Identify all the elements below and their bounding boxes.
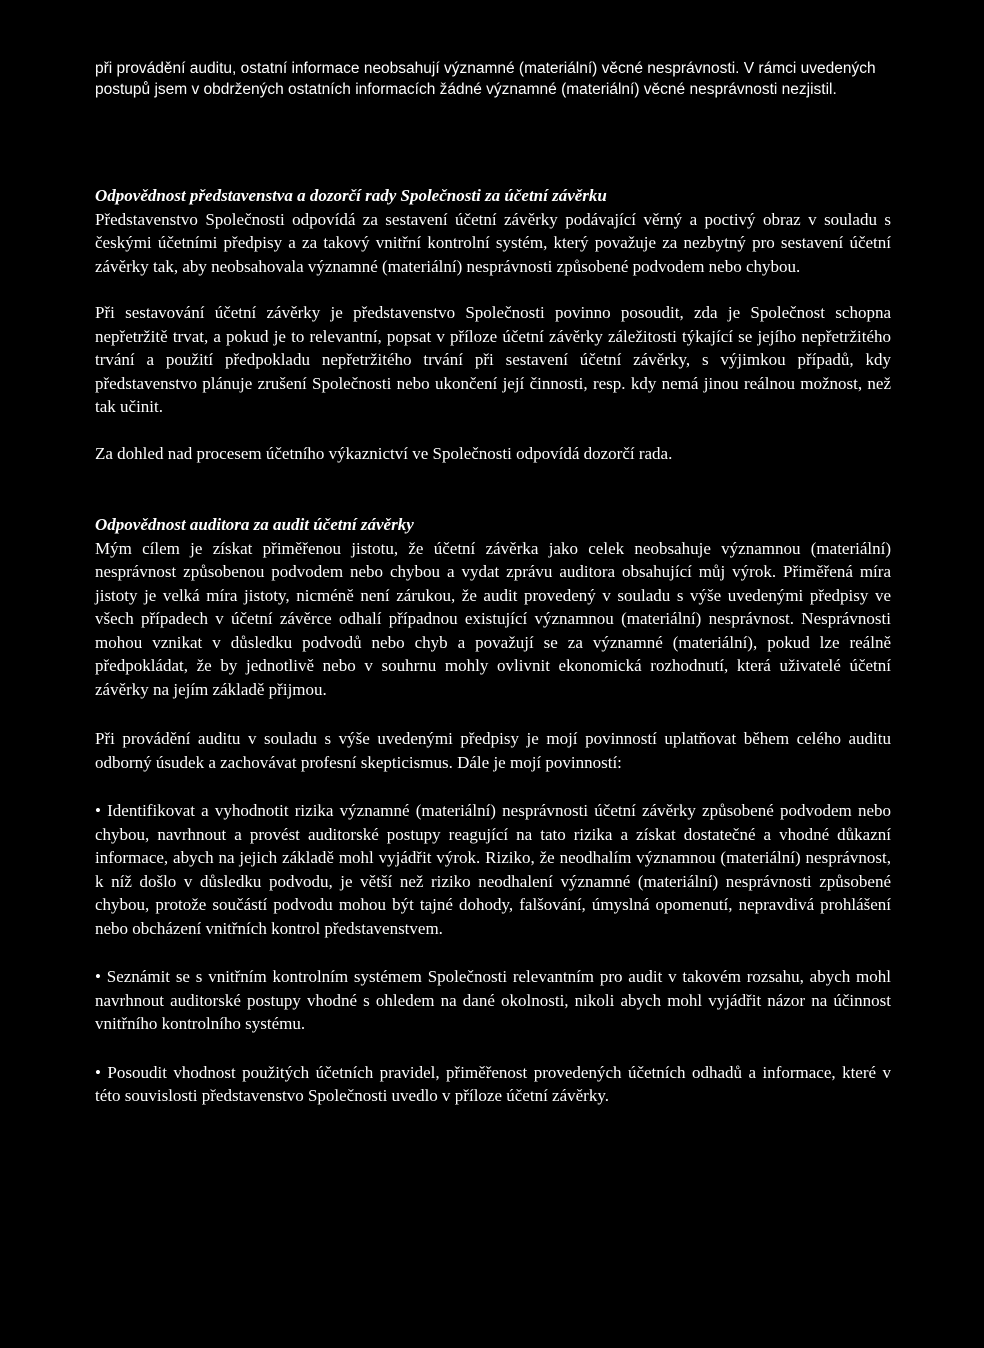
- paragraph-board-responsibility: Představenstvo Společnosti odpovídá za sestavení účetní závěrky podávající věrný a poctivý obraz v souladu s českými účetními předpisy a za takový vnitřní kontrolní systém, který považuje za nezbytný pro sestavení účetní závěrky tak, aby neobsahovala významné (materiální) nesprávnosti způsobené podvodem nebo chybou.: [95, 209, 891, 276]
- section-heading-board-responsibility: Odpovědnost představenstva a dozorčí rady Společnosti za účetní závěrku: [95, 186, 607, 205]
- paragraph-auditor-goal: Mým cílem je získat přiměřenou jistotu, že účetní závěrka jako celek neobsahuje významnou (materiální) nesprávnost způsobenou podvodem nebo chybou a vydat zprávu auditora obsahující můj výrok. Přiměřená míra jistoty je velká míra jistoty, nicméně není zárukou, že audit provedený v souladu s výše uvedenými předpisy ve všech případech v účetní závěrce odhalí případnou existující významnou (materiální) nesprávnost. Nesprávnosti mohou vznikat v důsledku podvodů nebo chyb a považují se za významné (materiální), pokud lze reálně předpokládat, že by jednotlivě nebo v souhrnu mohly ovlivnit ekonomická rozhodnutí, která uživatelé účetní závěrky na jejím základě přijmou.: [95, 538, 891, 699]
- list-item: • Identifikovat a vyhodnotit rizika významné (materiální) nesprávnosti účetní závěrky způsobené podvodem nebo chybou, navrhnout a provést auditorské postupy reagující na tato rizika a získat dostatečné a vhodné důkazní informace, abych na jejich základě mohl vyjádřit výrok. Riziko, že neodhalím významnou (materiální) nesprávnost, k níž došlo v důsledku podvodu, je větší než riziko neodhalení významné (materiální) nesprávnosti způsobené chybou, protože součástí podvodu mohou být tajné dohody, falšování, úmyslná opomenutí, nepravdivá prohlášení nebo obcházení vnitřních kontrol představenstvem.: [95, 801, 891, 938]
- paragraph-supervisory-board: Za dohled nad procesem účetního výkaznictví ve Společnosti odpovídá dozorčí rada.: [95, 443, 673, 463]
- section-heading-auditor-responsibility: Odpovědnost auditora za audit účetní závěrky: [95, 515, 414, 534]
- paragraph-auditor-duties: Při provádění auditu v souladu s výše uvedenými předpisy je mojí povinností uplatňovat během celého auditu odborný úsudek a zachovávat profesní skepticismus. Dále je mojí povinností:: [95, 729, 891, 772]
- document-page: [95, 58, 891, 1108]
- list-item: • Seznámit se s vnitřním kontrolním systémem Společnosti relevantním pro audit v takovém rozsahu, abych mohl navrhnout auditorské postupy vhodné s ohledem na dané okolnosti, nikoli abych mohl vyjádřit názor na účinnost vnitřního kontrolního systému.: [95, 967, 891, 1033]
- list-item: • Posoudit vhodnost použitých účetních pravidel, přiměřenost provedených účetních odhadů a informace, které v této souvislosti představenstvo Společnosti uvedlo v příloze účetní závěrky.: [95, 1062, 891, 1105]
- paragraph-going-concern: Při sestavování účetní závěrky je představenstvo Společnosti povinno posoudit, zda je Společnost schopna nepřetržitě trvat, a pokud je to relevantní, popsat v příloze účetní závěrky záležitosti týkající se jejího nepřetržitého trvání a použití předpokladu nepřetržitého trvání při sestavení účetní závěrky, s výjimkou případů, kdy představenstvo plánuje zrušení Společnosti nebo ukončení její činnosti, resp. kdy nemá jinou reálnou možnost, než tak učinit.: [95, 303, 891, 416]
- intro-paragraph: při provádění auditu, ostatní informace neobsahují významné (materiální) věcné nesprávnosti. V rámci uvedených postupů jsem v obdržených ostatních informacích žádné významné (materiální) věcné nesprávnosti nezjistil.: [95, 60, 876, 98]
